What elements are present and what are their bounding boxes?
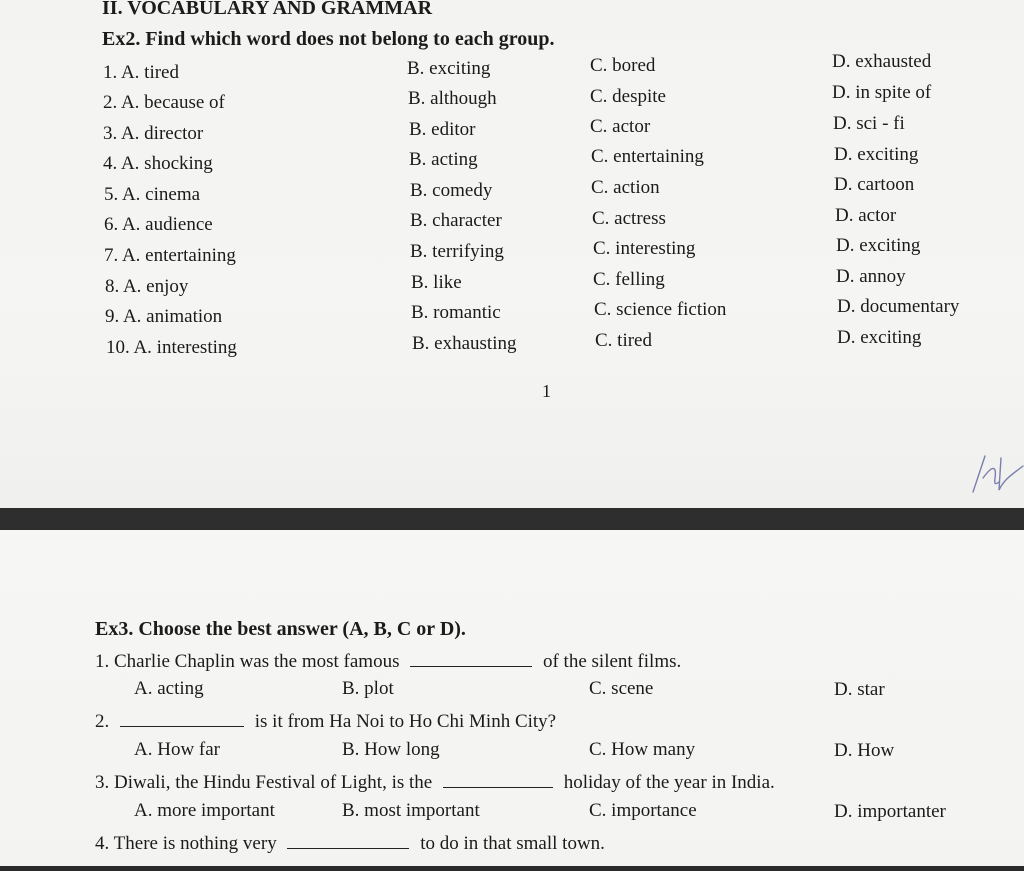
ex2-option-c: C. action (591, 177, 660, 198)
question-text-after: holiday of the year in India. (563, 772, 775, 793)
question-text-after: of the silent films. (542, 651, 682, 672)
ex2-option-c: C. bored (590, 55, 656, 76)
ex3-option-c: C. How many (589, 739, 696, 760)
ex3-question (95, 771, 775, 792)
ex2-option-c: C. entertaining (591, 146, 704, 167)
ex2-option-a: 7. A. entertaining (104, 245, 236, 266)
ex3-question (95, 650, 681, 671)
handwritten-signature-icon (955, 448, 1024, 498)
ex3-option-d: D. importanter (834, 801, 946, 822)
ex2-option-d: D. exciting (836, 235, 921, 256)
ex2-option-c: C. actress (592, 208, 666, 229)
ex2-option-b: B. although (408, 88, 497, 109)
answer-blank (287, 832, 409, 849)
section-title: II. VOCABULARY AND GRAMMAR (102, 0, 433, 19)
ex3-question (95, 832, 605, 853)
ex2-option-b: B. exciting (407, 58, 491, 79)
ex2-option-d: D. exciting (834, 144, 919, 165)
answer-blank (410, 650, 532, 667)
ex2-option-d: D. cartoon (834, 174, 915, 195)
ex2-option-a: 8. A. enjoy (105, 276, 189, 297)
ex3-title: Ex3. Choose the best answer (A, B, C or D). (95, 618, 466, 640)
ex2-option-c: C. despite (590, 86, 666, 107)
ex3-option-a: A. acting (134, 678, 204, 699)
ex3-option-b: B. plot (342, 678, 394, 699)
ex2-option-c: C. actor (590, 116, 651, 137)
ex2-option-a: 2. A. because of (103, 92, 225, 113)
ex3-option-d: D. How (834, 740, 895, 761)
ex3-option-a: A. How far (134, 739, 221, 760)
ex2-option-a: 6. A. audience (104, 214, 213, 235)
ex2-option-b: B. romantic (411, 302, 501, 323)
answer-blank (443, 771, 553, 788)
ex2-option-c: C. tired (595, 330, 652, 351)
question-text-before: 1. Charlie Chaplin was the most famous (95, 651, 400, 672)
question-text-before: 2. (95, 711, 110, 732)
ex3-option-b: B. most important (342, 800, 480, 821)
ex2-option-b: B. comedy (410, 180, 493, 201)
page-number: 1 (542, 381, 551, 401)
ex2-option-d: D. documentary (837, 296, 960, 317)
ex2-option-a: 10. A. interesting (106, 337, 237, 358)
answer-blank (120, 710, 244, 727)
ex2-option-c: C. interesting (593, 238, 696, 259)
ex2-option-b: B. terrifying (410, 241, 504, 262)
ex2-option-a: 5. A. cinema (104, 184, 201, 205)
ex2-option-b: B. like (411, 272, 462, 293)
page-divider (0, 508, 1024, 530)
worksheet-page-2 (0, 530, 1024, 871)
ex3-option-c: C. importance (589, 800, 697, 821)
ex2-title: Ex2. Find which word does not belong to each group. (102, 28, 555, 50)
ex2-option-b: B. acting (409, 149, 478, 170)
ex2-option-b: B. character (410, 210, 502, 231)
ex2-option-a: 1. A. tired (103, 62, 179, 83)
ex2-option-d: D. annoy (836, 266, 906, 287)
question-text-before: 4. There is nothing very (95, 833, 277, 854)
ex3-option-d: D. star (834, 679, 885, 700)
ex2-option-c: C. science fiction (594, 299, 727, 320)
question-text-after: is it from Ha Noi to Ho Chi Minh City? (254, 711, 557, 732)
ex2-option-a: 3. A. director (103, 123, 204, 144)
question-text-after: to do in that small town. (420, 833, 605, 854)
ex2-option-a: 9. A. animation (105, 306, 223, 327)
ex2-option-a: 4. A. shocking (103, 153, 213, 174)
ex2-option-c: C. felling (593, 269, 665, 290)
ex2-option-d: D. exciting (837, 327, 922, 348)
photo-bottom-edge (0, 866, 1024, 871)
ex3-option-a: A. more important (134, 800, 275, 821)
ex2-option-d: D. sci - fi (833, 113, 905, 134)
ex2-option-d: D. actor (835, 205, 897, 226)
ex3-option-c: C. scene (589, 678, 654, 699)
ex3-option-b: B. How long (342, 739, 440, 760)
question-text-before: 3. Diwali, the Hindu Festival of Light, is the (95, 772, 433, 793)
ex2-option-b: B. exhausting (412, 333, 517, 354)
ex2-option-d: D. in spite of (832, 82, 932, 103)
ex2-option-d: D. exhausted (832, 51, 932, 72)
ex2-option-b: B. editor (409, 119, 476, 140)
ex3-question (95, 710, 556, 731)
